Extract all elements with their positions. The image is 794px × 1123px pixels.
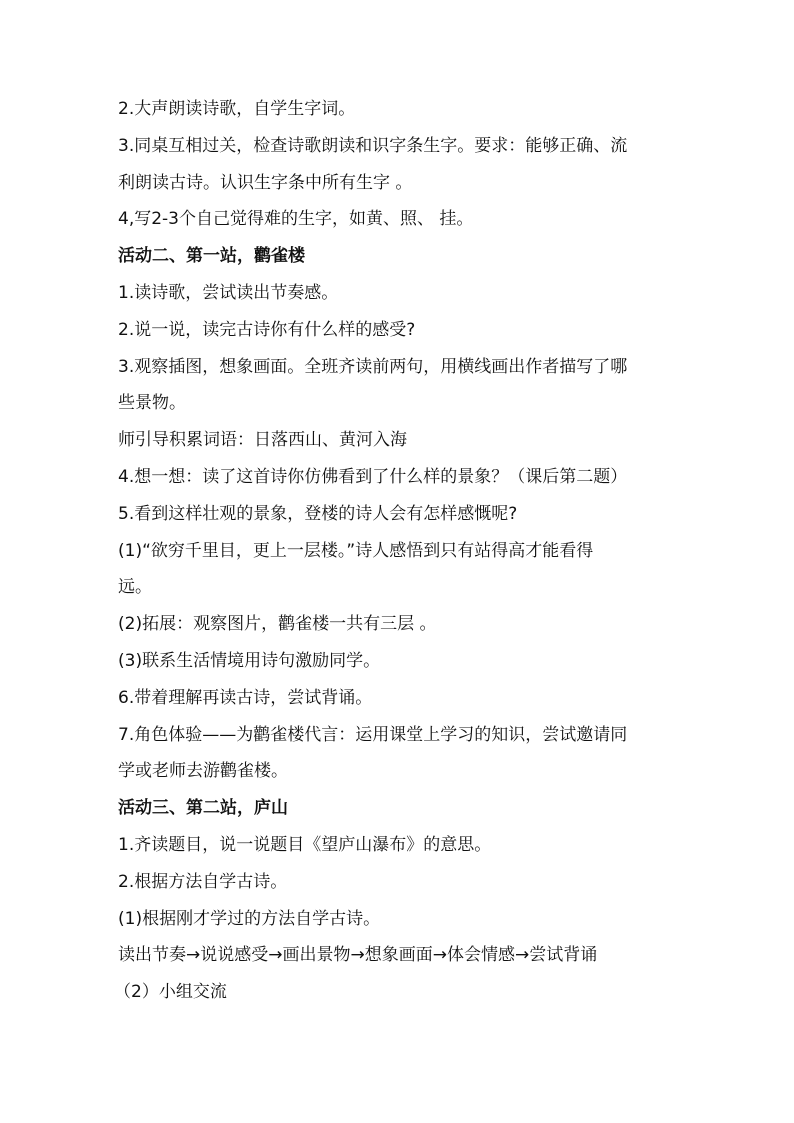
text-line: 1.读诗歌，尝试读出节奏感。 — [118, 282, 339, 303]
text-line: (2)拓展：观察图片，鹳雀楼一共有三层 。 — [118, 614, 437, 635]
text-line: 师引导积累词语：日落西山、黄河入海 — [118, 430, 407, 451]
text-line: 2.说一说，读完古诗你有什么样的感受? — [118, 319, 416, 340]
text-line: 4,写2-3个自己觉得难的生字，如黄、照、 挂。 — [118, 209, 474, 230]
document-body — [114, 91, 698, 1011]
text-line: 1.齐读题目，说一说题目《望庐山瀑布》的意思。 — [118, 834, 492, 855]
text-line: 2.大声朗读诗歌，自学生字词。 — [118, 99, 356, 119]
text-line: 远。 — [118, 577, 152, 598]
text-line: 7.角色体验——为鹳雀楼代言：运用课堂上学习的知识，尝试邀请同 — [118, 724, 628, 745]
text-line: 利朗读古诗。认识生字条中所有生字 。 — [118, 172, 413, 193]
text-line: 3.同桌互相过关，检查诗歌朗读和识字条生字。要求：能够正确、流 — [118, 135, 628, 156]
text-line: 4.想一想：读了这首诗你仿佛看到了什么样的景象？（课后第二题） — [118, 466, 628, 487]
text-line: （2）小组交流 — [114, 982, 227, 1003]
text-line: (3)联系生活情境用诗句激励同学。 — [118, 650, 381, 671]
section-heading: 活动三、第二站，庐山 — [118, 798, 288, 819]
text-line: 6.带着理解再读古诗，尝试背诵。 — [118, 687, 373, 708]
text-line: 些景物。 — [118, 393, 186, 414]
text-line: 5.看到这样壮观的景象，登楼的诗人会有怎样感慨呢? — [118, 503, 518, 524]
text-line: (1)“欲穷千里目，更上一层楼。”诗人感悟到只有站得高才能看得 — [118, 540, 594, 561]
text-line: 读出节奏→说说感受→画出景物→想象画面→体会情感→尝试背诵 — [118, 945, 598, 966]
text-line: (1)根据刚才学过的方法自学古诗。 — [118, 908, 381, 929]
text-line: 3.观察插图，想象画面。全班齐读前两句，用横线画出作者描写了哪 — [118, 356, 628, 377]
section-heading: 活动二、第一站，鹳雀楼 — [118, 246, 305, 267]
text-line: 2.根据方法自学古诗。 — [118, 871, 288, 892]
text-line: 学或老师去游鹳雀楼。 — [118, 761, 288, 782]
